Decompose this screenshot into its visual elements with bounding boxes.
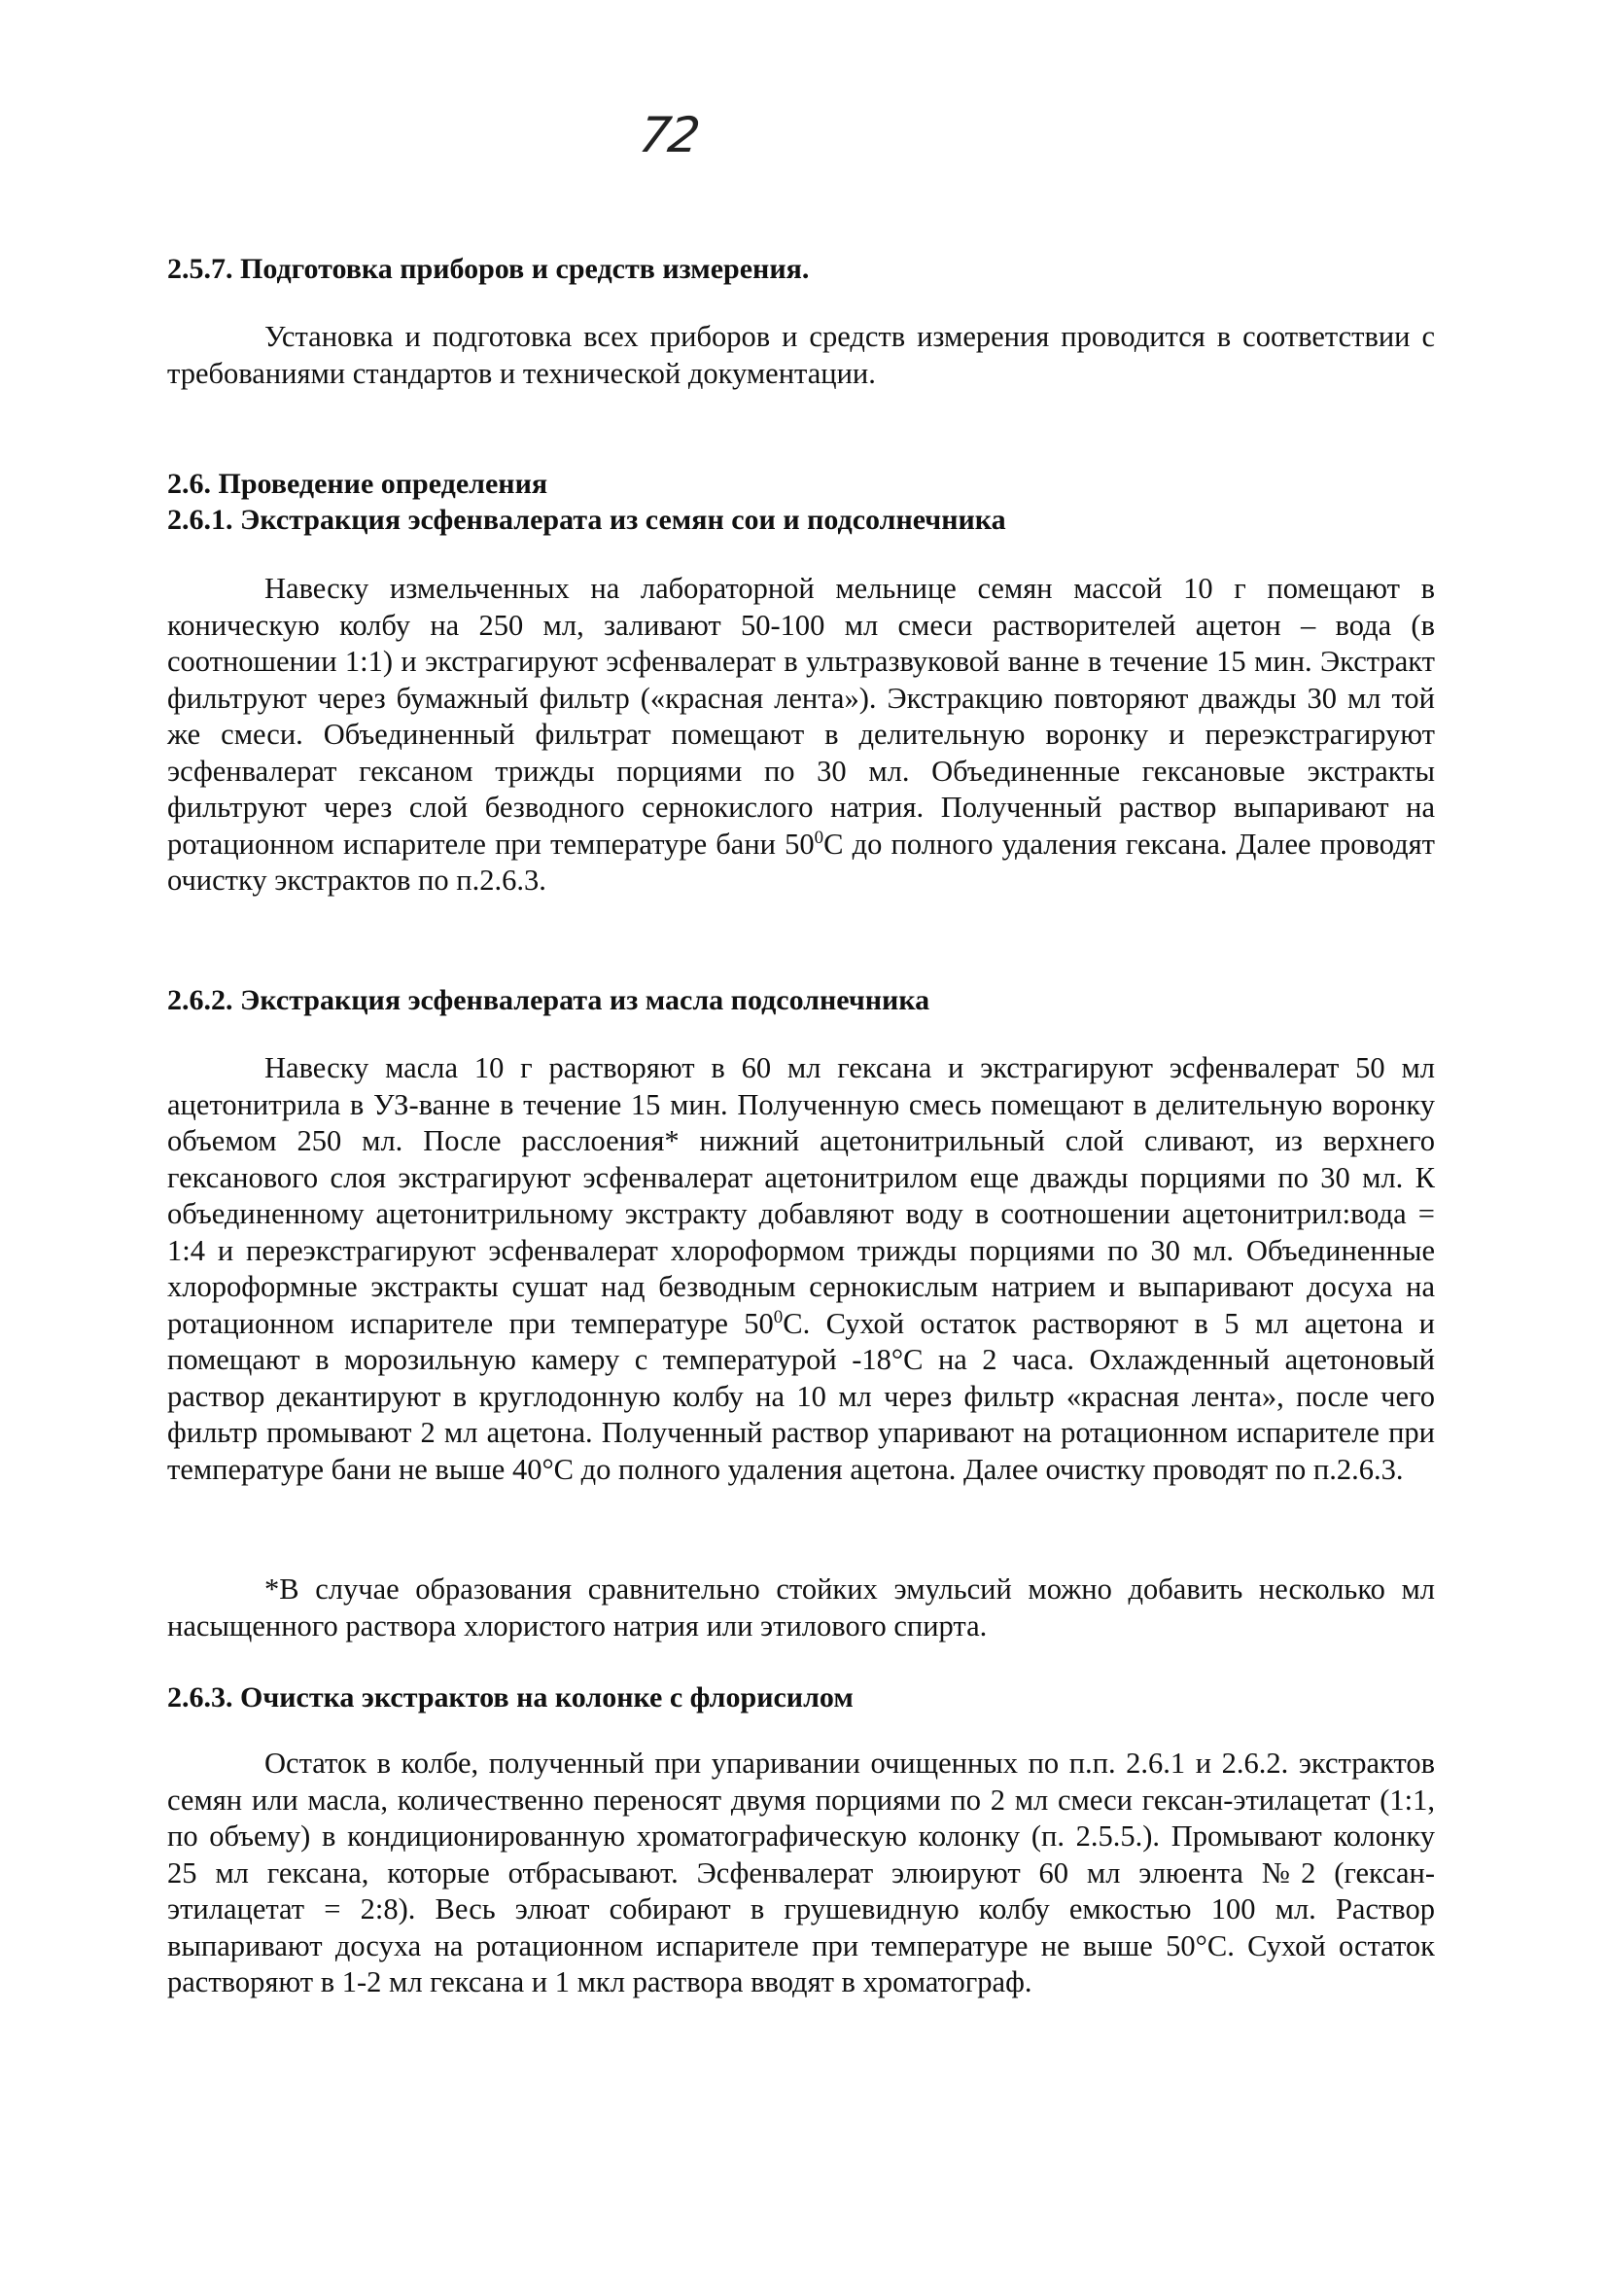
section-2-6-3-heading: 2.6.3. Очистка экстрактов на колонке с флорисилом	[167, 1681, 854, 1713]
section-2-6-heading: 2.6. Проведение определения	[167, 468, 548, 500]
section-2-6-2-text-b: С. Сухой остаток растворяют в 5 мл ацетона и помещают в морозильную камеру с температурой -18°С на 2 часа. Охлажденный ацетоновый раствор декантируют в круглодонную колбу на 10 мл через фильтр «красная лента», после чего фильтр промывают 2 мл ацетона. Полученный раствор упаривают на ротационном испарителе при температуре бани не выше 40°С до полного удаления ацетона. Далее очистку проводят по п.2.6.3.	[167, 1306, 1435, 1486]
section-2-5-7-heading: 2.5.7. Подготовка приборов и средств измерения.	[167, 253, 810, 285]
degree-superscript: 0	[814, 827, 824, 848]
section-2-6-1-paragraph	[167, 571, 1435, 900]
section-2-6-1-heading: 2.6.1. Экстракция эсфенвалерата из семян сои и подсолнечника	[167, 504, 1006, 536]
section-2-6-1-text-b: С до полного удаления гексана. Далее проводят очистку экстрактов по п.2.6.3.	[167, 827, 1435, 897]
section-2-6-2-heading: 2.6.2. Экстракция эсфенвалерата из масла подсолнечника	[167, 984, 930, 1016]
section-2-6-2-text-a: Навеску масла 10 г растворяют в 60 мл гексана и экстрагируют эсфенвалерат 50 мл ацетонитрила в УЗ-ванне в течение 15 мин. Полученную смесь помещают в делительную воронку объемом 250 мл. После расслоения* нижний ацетонитрильный слой сливают, из верхнего гексанового слоя экстрагируют эсфенвалерат ацетонитрилом еще дважды порциями по 30 мл. К объединенному ацетонитрильному экстракту добавляют воду в соотношении ацетонитрил:вода = 1:4 и переэкстрагируют эсфенвалерат хлороформом трижды порциями по 30 мл. Объединенные хлороформные экстракты сушат над безводным сернокислым натрием и выпаривают досуха на ротационном испарителе при температуре 50	[167, 1051, 1435, 1340]
section-2-6-2-footnote: *В случае образования сравнительно стойких эмульсий можно добавить несколько мл насыщенного раствора хлористого натрия или этилового спирта.	[167, 1572, 1435, 1643]
page-number: 72	[635, 107, 702, 163]
section-2-6-2-paragraph	[167, 1050, 1435, 1488]
section-2-6-3-paragraph: Остаток в колбе, полученный при упаривании очищенных по п.п. 2.6.1 и 2.6.2. экстрактов семян или масла, количественно переносят двумя порциями по 2 мл смеси гексан-этилацетат (1:1, по объему) в кондиционированную хроматографическую колонку (п. 2.5.5.). Промывают колонку 25 мл гексана, которые отбрасывают. Эсфенвалерат элюируют 60 мл элюента №2 (гексан-этилацетат = 2:8). Весь элюат собирают в грушевидную колбу емкостью 100 мл. Раствор выпаривают досуха на ротационном испарителе при температуре не выше 50°С. Сухой остаток растворяют в 1-2 мл гексана и 1 мкл раствора вводят в хроматограф.	[167, 1747, 1435, 1998]
section-2-6-1-text-a: Навеску измельченных на лабораторной мельнице семян массой 10 г помещают в коническую колбу на 250 мл, заливают 50-100 мл смеси растворителей ацетон – вода (в соотношении 1:1) и экстрагируют эсфенвалерат в ультразвуковой ванне в течение 15 мин. Экстракт фильтруют через бумажный фильтр («красная лента»). Экстракцию повторяют дважды 30 мл той же смеси. Объединенный фильтрат помещают в делительную воронку и переэкстрагируют эсфенвалерат гексаном трижды порциями по 30 мл. Объединенные гексановые экстракты фильтруют через слой безводного сернокислого натрия. Полученный раствор выпаривают на ротационном испарителе при температуре бани 50	[167, 572, 1435, 861]
degree-superscript: 0	[773, 1306, 784, 1327]
section-2-5-7-paragraph: Установка и подготовка всех приборов и средств измерения проводится в соответствии с требованиями стандартов и технической документации.	[167, 320, 1435, 390]
